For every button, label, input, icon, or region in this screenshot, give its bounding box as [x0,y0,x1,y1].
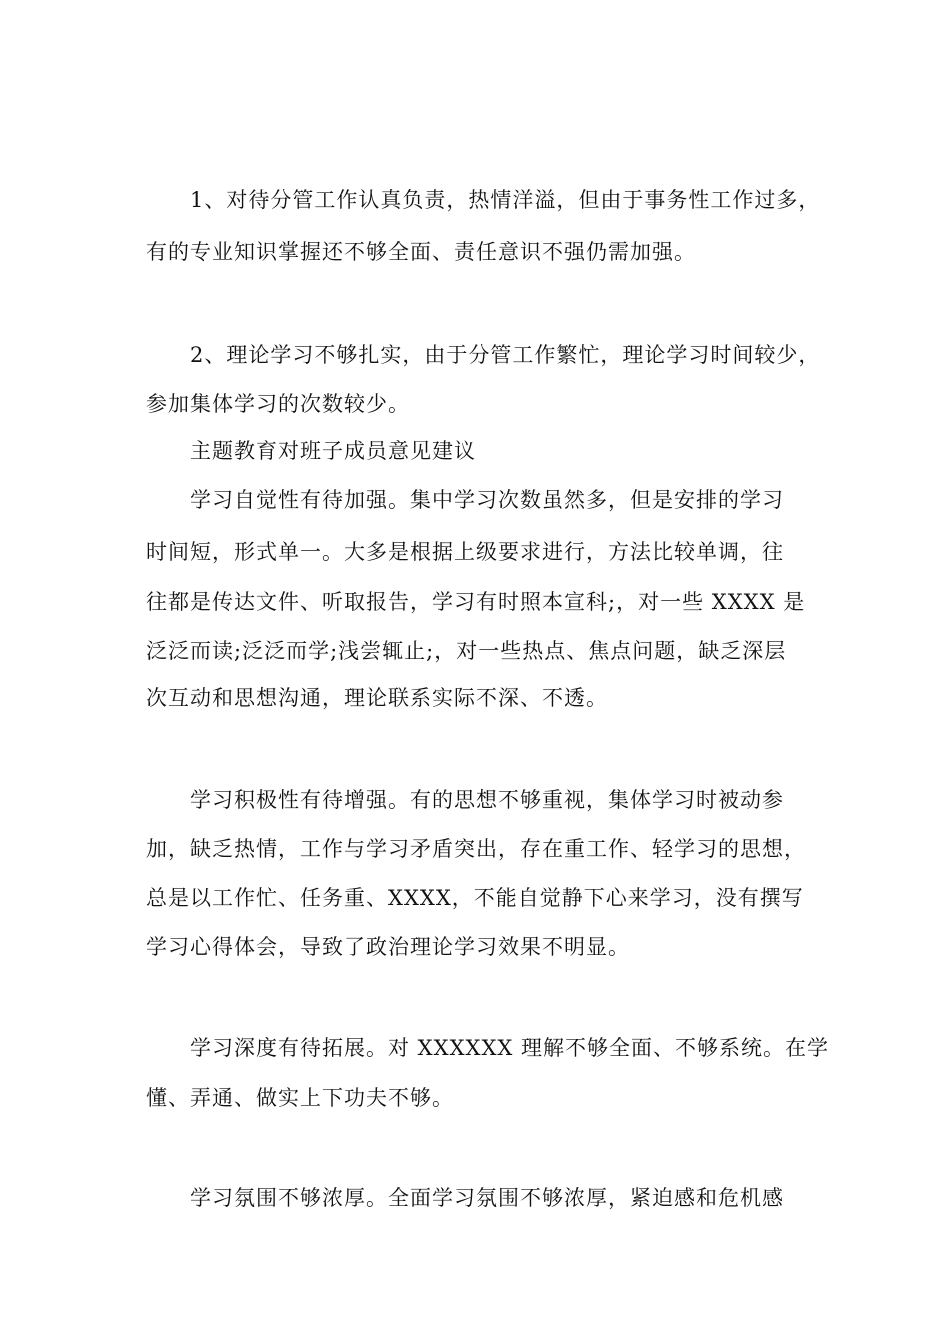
paragraph-4-line-1: 学习积极性有待增强。有的思想不够重视，集体学习时被动参 [190,788,784,812]
paragraph-3-line-3: 往都是传达文件、听取报告，学习有时照本宣科;，对一些 XXXX 是 [146,590,806,614]
paragraph-1-line-1: 1、对待分管工作认真负责，热情洋溢，但由于事务性工作过多， [190,188,821,212]
paragraph-2-line-1: 2、理论学习不够扎实，由于分管工作繁忙，理论学习时间较少， [190,343,821,367]
section-heading: 主题教育对班子成员意见建议 [190,439,476,463]
paragraph-3-line-5: 次互动和思想沟通，理论联系实际不深、不透。 [146,686,608,710]
paragraph-6-line-1: 学习氛围不够浓厚。全面学习氛围不够浓厚，紧迫感和危机感 [190,1186,784,1210]
paragraph-4-line-2: 加，缺乏热情，工作与学习矛盾突出，存在重工作、轻学习的思想， [146,837,806,861]
paragraph-3-line-4: 泛泛而读;泛泛而学;浅尝辄止;，对一些热点、焦点问题，缺乏深层 [146,639,787,663]
paragraph-5-line-1: 学习深度有待拓展。对 XXXXXX 理解不够全面、不够系统。在学 [190,1036,830,1060]
paragraph-3-line-1: 学习自觉性有待加强。集中学习次数虽然多，但是安排的学习 [190,488,784,512]
paragraph-4-line-3: 总是以工作忙、任务重、XXXX，不能自觉静下心来学习，没有撰写 [146,886,804,910]
paragraph-5-line-2: 懂、弄通、做实上下功夫不够。 [146,1086,454,1110]
paragraph-2-line-2: 参加集体学习的次数较少。 [146,392,410,416]
paragraph-1-line-2: 有的专业知识掌握还不够全面、责任意识不强仍需加强。 [146,240,696,264]
paragraph-4-line-4: 学习心得体会，导致了政治理论学习效果不明显。 [146,935,630,959]
paragraph-3-line-2: 时间短，形式单一。大多是根据上级要求进行，方法比较单调，往 [146,540,784,564]
